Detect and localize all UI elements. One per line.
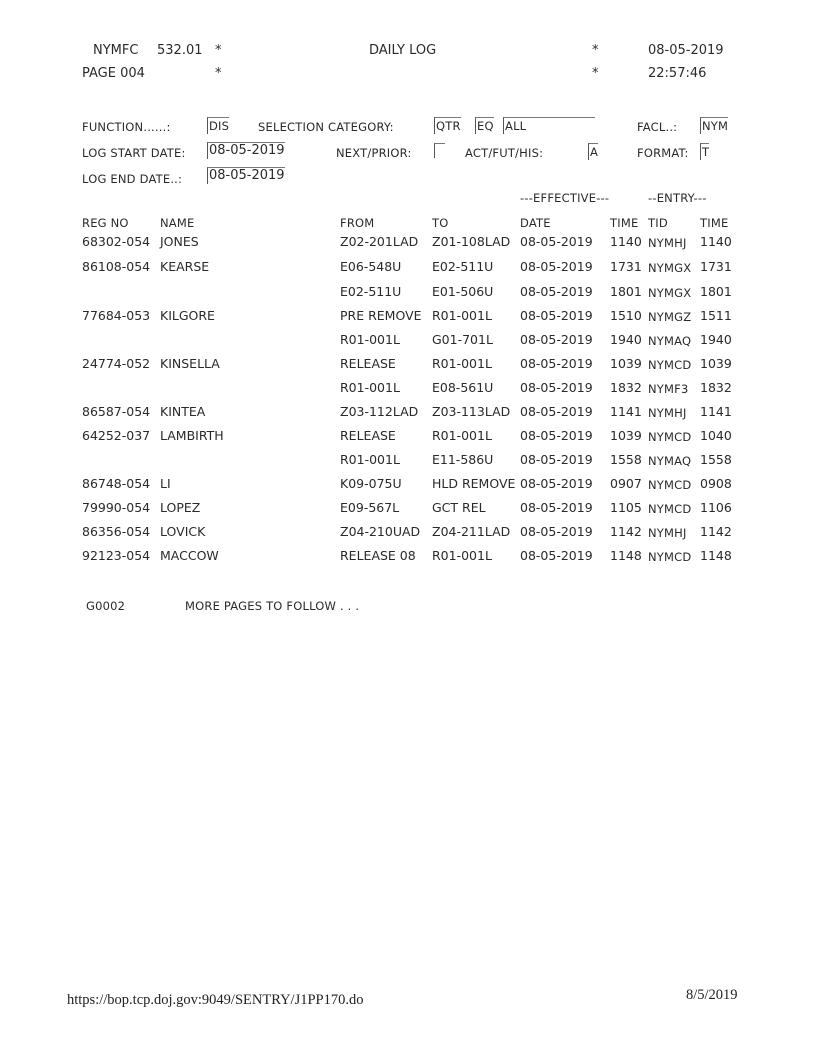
to-location: R01-001L — [432, 356, 492, 371]
inmate-name: KEARSE — [160, 259, 210, 274]
from-location: RELEASE 08 — [340, 548, 416, 563]
effective-time: 1558 — [610, 452, 642, 467]
from-location: Z04-210UAD — [340, 524, 421, 539]
table-row — [0, 500, 817, 520]
terminal-id: NYMCD — [648, 550, 692, 564]
print-date: 8/5/2019 — [686, 987, 738, 1003]
entry-time: 1801 — [700, 284, 732, 299]
effective-time: 1940 — [610, 332, 642, 347]
effective-date: 08-05-2019 — [520, 428, 593, 443]
to-location: Z04-211LAD — [432, 524, 511, 539]
table-row — [0, 404, 817, 424]
effective-date: 08-05-2019 — [520, 356, 593, 371]
from-location: R01-001L — [340, 332, 400, 347]
header-star: * — [215, 43, 222, 58]
effective-time: 1731 — [610, 259, 642, 274]
log-start-date-field[interactable]: 08-05-2019 — [209, 143, 285, 158]
selection-category-label: SELECTION CATEGORY: — [258, 120, 394, 134]
terminal-id: NYMGX — [648, 286, 692, 300]
form-number: 532.01 — [157, 43, 203, 58]
eq-field[interactable]: EQ — [477, 119, 494, 133]
terminal-id: NYMCD — [648, 478, 692, 492]
column-reg-no: REG NO — [82, 216, 129, 230]
status-code: G0002 — [86, 599, 126, 613]
effective-date: 08-05-2019 — [520, 548, 593, 563]
inmate-name: KINTEA — [160, 404, 206, 419]
reg-no: 86356-054 — [82, 524, 151, 539]
report-date: 08-05-2019 — [648, 43, 724, 58]
act-fut-his-label: ACT/FUT/HIS: — [465, 146, 544, 160]
column-tid: TID — [648, 216, 668, 230]
office-code: NYMFC — [93, 43, 139, 58]
header-star: * — [592, 43, 599, 58]
from-location: K09-075U — [340, 476, 402, 491]
terminal-id: NYMHJ — [648, 526, 687, 540]
column-from: FROM — [340, 216, 375, 230]
entry-time: 1558 — [700, 452, 732, 467]
effective-time: 1801 — [610, 284, 642, 299]
header-star: * — [215, 66, 222, 81]
effective-time: 1832 — [610, 380, 642, 395]
effective-date: 08-05-2019 — [520, 500, 593, 515]
inmate-name: KINSELLA — [160, 356, 220, 371]
reg-no: 86748-054 — [82, 476, 151, 491]
column-entry-time: TIME — [700, 216, 729, 230]
to-location: E01-506U — [432, 284, 494, 299]
entry-time: 1940 — [700, 332, 732, 347]
effective-time: 1142 — [610, 524, 642, 539]
all-field[interactable]: ALL — [503, 117, 595, 134]
log-end-date-label: LOG END DATE..: — [82, 172, 183, 186]
entry-time: 1142 — [700, 524, 732, 539]
reg-no: 68302-054 — [82, 234, 151, 249]
page-number: PAGE 004 — [82, 66, 145, 81]
from-location: Z03-112LAD — [340, 404, 419, 419]
table-row — [0, 428, 817, 448]
from-location: RELEASE — [340, 356, 396, 371]
effective-group-header: ---EFFECTIVE--- — [520, 191, 610, 205]
to-location: R01-001L — [432, 428, 492, 443]
entry-time: 1731 — [700, 259, 732, 274]
reg-no: 86108-054 — [82, 259, 151, 274]
reg-no: 64252-037 — [82, 428, 151, 443]
inmate-name: KILGORE — [160, 308, 215, 323]
inmate-name: JONES — [160, 234, 199, 249]
format-field[interactable]: T — [702, 145, 710, 159]
effective-time: 0907 — [610, 476, 642, 491]
entry-time: 1140 — [700, 234, 732, 249]
entry-time: 1141 — [700, 404, 732, 419]
effective-date: 08-05-2019 — [520, 259, 593, 274]
from-location: E02-511U — [340, 284, 402, 299]
terminal-id: NYMCD — [648, 430, 692, 444]
effective-date: 08-05-2019 — [520, 524, 593, 539]
terminal-id: NYMGZ — [648, 310, 692, 324]
table-row — [0, 380, 817, 400]
status-message: MORE PAGES TO FOLLOW . . . — [185, 599, 360, 613]
to-location: E11-586U — [432, 452, 494, 467]
table-row — [0, 356, 817, 376]
to-location: GCT REL — [432, 500, 486, 515]
entry-time: 1832 — [700, 380, 732, 395]
inmate-name: LOVICK — [160, 524, 206, 539]
effective-date: 08-05-2019 — [520, 332, 593, 347]
effective-time: 1039 — [610, 428, 642, 443]
effective-time: 1140 — [610, 234, 642, 249]
effective-time: 1141 — [610, 404, 642, 419]
effective-date: 08-05-2019 — [520, 452, 593, 467]
column-name: NAME — [160, 216, 195, 230]
next-prior-field[interactable] — [434, 143, 445, 158]
column-time: TIME — [610, 216, 639, 230]
to-location: HLD REMOVE — [432, 476, 516, 491]
from-location: E06-548U — [340, 259, 402, 274]
entry-time: 1039 — [700, 356, 732, 371]
entry-time: 1040 — [700, 428, 732, 443]
inmate-name: LI — [160, 476, 171, 491]
effective-date: 08-05-2019 — [520, 380, 593, 395]
effective-date: 08-05-2019 — [520, 284, 593, 299]
effective-date: 08-05-2019 — [520, 476, 593, 491]
table-row — [0, 332, 817, 352]
terminal-id: NYMF3 — [648, 382, 689, 396]
from-location: PRE REMOVE — [340, 308, 422, 323]
effective-time: 1148 — [610, 548, 642, 563]
table-row — [0, 452, 817, 472]
effective-time: 1039 — [610, 356, 642, 371]
to-location: Z01-108LAD — [432, 234, 511, 249]
function-label: FUNCTION......: — [82, 120, 171, 134]
effective-time: 1510 — [610, 308, 642, 323]
entry-time: 1148 — [700, 548, 732, 563]
format-label: FORMAT: — [637, 146, 689, 160]
next-prior-label: NEXT/PRIOR: — [336, 146, 412, 160]
entry-group-header: --ENTRY--- — [648, 191, 707, 205]
act-fut-his-field[interactable]: A — [590, 145, 599, 159]
effective-date: 08-05-2019 — [520, 308, 593, 323]
log-start-date-label: LOG START DATE: — [82, 146, 186, 160]
log-end-date-field[interactable]: 08-05-2019 — [209, 168, 285, 183]
terminal-id: NYMHJ — [648, 236, 687, 250]
facility-label: FACL..: — [637, 120, 678, 134]
inmate-name: LAMBIRTH — [160, 428, 224, 443]
from-location: E09-567L — [340, 500, 400, 515]
terminal-id: NYMCD — [648, 502, 692, 516]
inmate-name: LOPEZ — [160, 500, 201, 515]
effective-date: 08-05-2019 — [520, 234, 593, 249]
entry-time: 1106 — [700, 500, 732, 515]
table-row — [0, 234, 817, 254]
terminal-id: NYMAQ — [648, 454, 692, 468]
table-row — [0, 548, 817, 568]
reg-no: 86587-054 — [82, 404, 151, 419]
reg-no: 92123-054 — [82, 548, 151, 563]
column-to: TO — [432, 216, 449, 230]
selection-category-field[interactable]: QTR — [436, 119, 461, 133]
effective-time: 1105 — [610, 500, 642, 515]
to-location: R01-001L — [432, 308, 492, 323]
column-date: DATE — [520, 216, 551, 230]
table-row — [0, 259, 817, 279]
inmate-name: MACCOW — [160, 548, 219, 563]
header-star: * — [592, 66, 599, 81]
to-location: E08-561U — [432, 380, 494, 395]
entry-time: 0908 — [700, 476, 732, 491]
terminal-id: NYMAQ — [648, 334, 692, 348]
terminal-id: NYMGX — [648, 261, 692, 275]
table-row — [0, 284, 817, 304]
to-location: Z03-113LAD — [432, 404, 511, 419]
terminal-id: NYMCD — [648, 358, 692, 372]
function-field[interactable]: DIS — [209, 119, 230, 133]
to-location: E02-511U — [432, 259, 494, 274]
to-location: R01-001L — [432, 548, 492, 563]
page-title: DAILY LOG — [369, 43, 437, 58]
table-row — [0, 308, 817, 328]
from-location: R01-001L — [340, 380, 400, 395]
from-location: RELEASE — [340, 428, 396, 443]
from-location: Z02-201LAD — [340, 234, 419, 249]
facility-field[interactable]: NYM — [702, 119, 729, 133]
table-row — [0, 476, 817, 496]
to-location: G01-701L — [432, 332, 493, 347]
table-row — [0, 524, 817, 544]
reg-no: 79990-054 — [82, 500, 151, 515]
reg-no: 77684-053 — [82, 308, 151, 323]
reg-no: 24774-052 — [82, 356, 151, 371]
from-location: R01-001L — [340, 452, 400, 467]
terminal-id: NYMHJ — [648, 406, 687, 420]
page-url: https://bop.tcp.doj.gov:9049/SENTRY/J1PP170.do — [67, 992, 364, 1008]
entry-time: 1511 — [700, 308, 732, 323]
report-time: 22:57:46 — [648, 66, 707, 81]
effective-date: 08-05-2019 — [520, 404, 593, 419]
